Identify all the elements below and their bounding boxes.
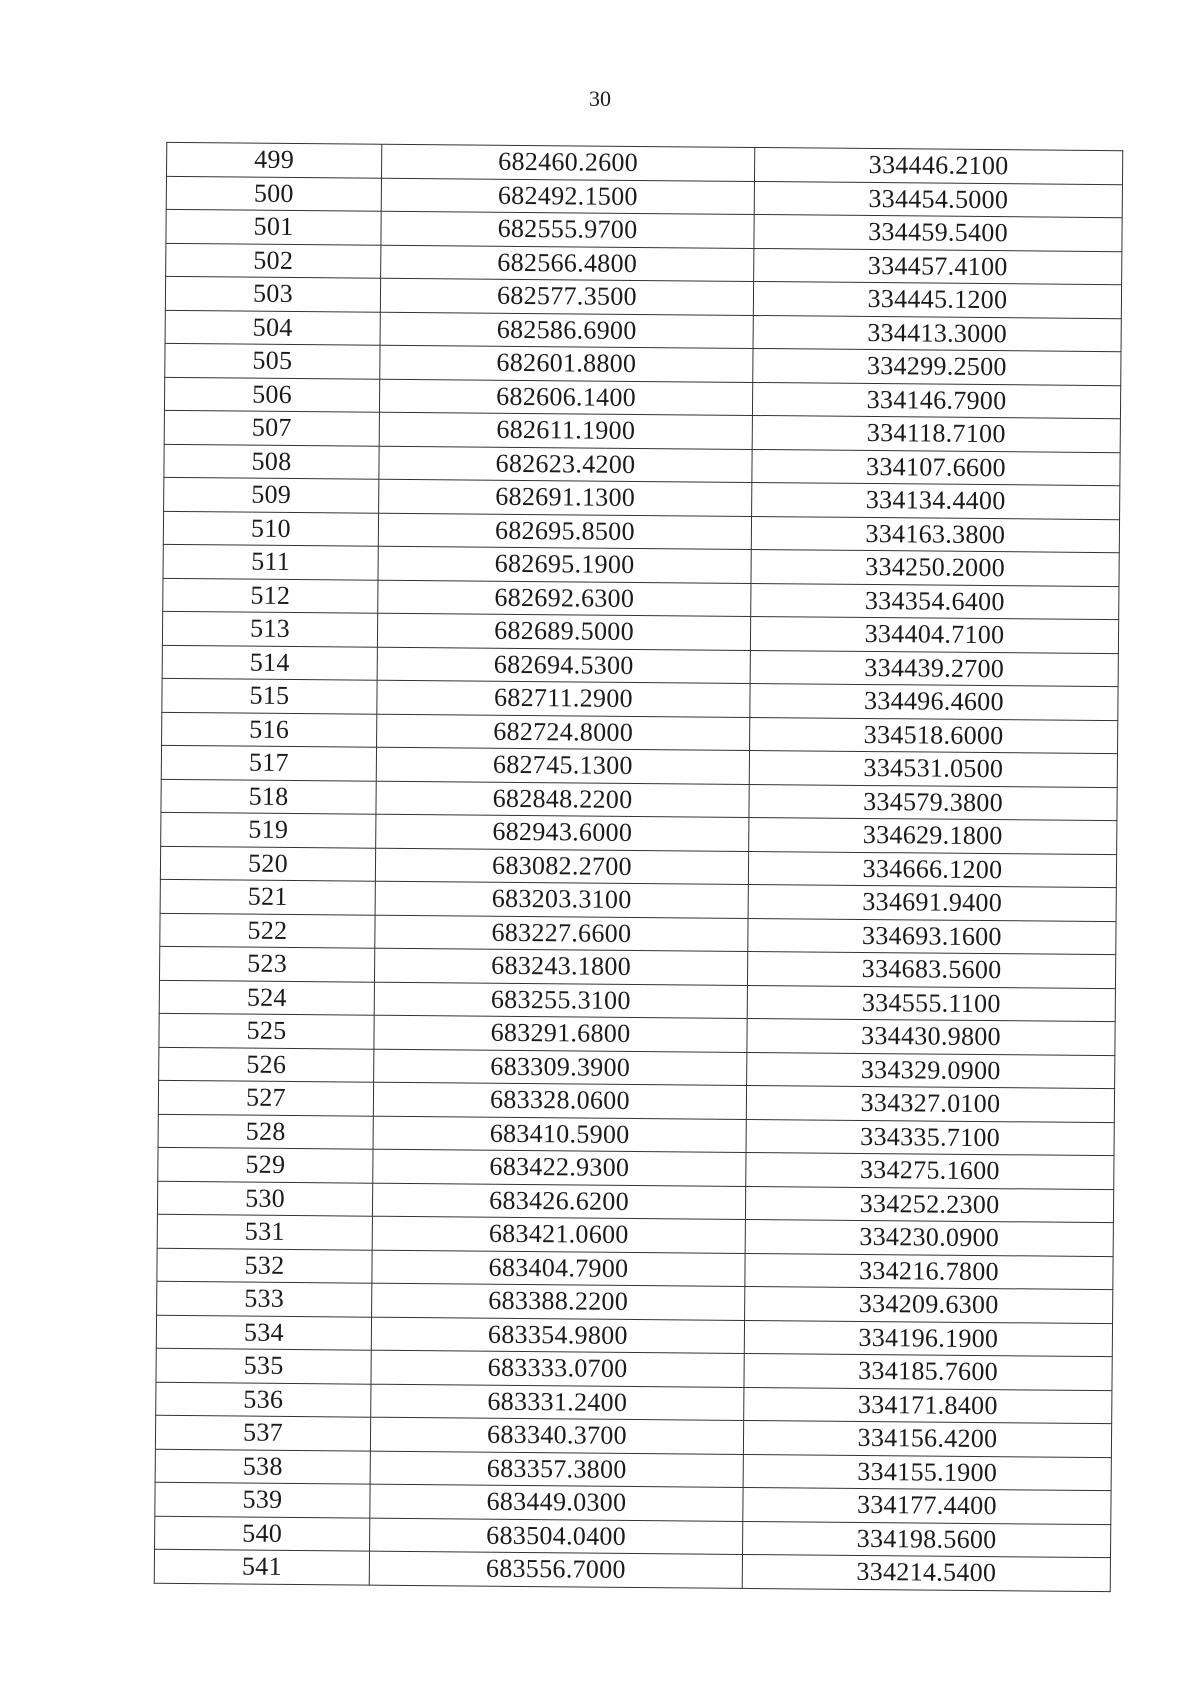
point-number-cell: 529	[158, 1147, 373, 1182]
y-coordinate-cell: 334531.0500	[749, 750, 1117, 787]
y-coordinate-cell: 334454.5000	[754, 181, 1122, 218]
point-number-cell: 520	[160, 846, 375, 881]
x-coordinate-cell: 683421.0600	[372, 1216, 745, 1253]
y-coordinate-cell: 334146.7900	[752, 382, 1120, 419]
point-number-cell: 501	[166, 209, 381, 244]
x-coordinate-cell: 683388.2200	[372, 1283, 745, 1320]
point-number-cell: 504	[165, 310, 380, 345]
point-number-cell: 510	[163, 511, 378, 546]
y-coordinate-cell: 334198.5600	[743, 1521, 1111, 1558]
y-coordinate-cell: 334252.2300	[745, 1186, 1113, 1223]
point-number-cell: 514	[162, 645, 377, 680]
x-coordinate-cell: 683333.0700	[371, 1350, 744, 1387]
x-coordinate-cell: 682694.5300	[377, 647, 750, 684]
point-number-cell: 519	[161, 812, 376, 847]
point-number-cell: 541	[154, 1549, 369, 1584]
x-coordinate-cell: 682695.8500	[378, 513, 751, 550]
x-coordinate-cell: 683340.3700	[370, 1417, 743, 1454]
point-number-cell: 530	[157, 1181, 372, 1216]
y-coordinate-cell: 334439.2700	[750, 650, 1118, 687]
point-number-cell: 521	[160, 879, 375, 914]
x-coordinate-cell: 682460.2600	[382, 144, 755, 181]
point-number-cell: 499	[167, 142, 382, 177]
x-coordinate-cell: 682691.1300	[379, 479, 752, 516]
y-coordinate-cell: 334555.1100	[747, 985, 1115, 1022]
point-number-cell: 512	[163, 578, 378, 613]
y-coordinate-cell: 334275.1600	[746, 1152, 1114, 1189]
y-coordinate-cell: 334134.4400	[752, 482, 1120, 519]
x-coordinate-cell: 683203.3100	[375, 881, 748, 918]
y-coordinate-cell: 334216.7800	[745, 1253, 1113, 1290]
y-coordinate-cell: 334171.8400	[744, 1387, 1112, 1424]
point-number-cell: 516	[162, 712, 377, 747]
point-number-cell: 537	[155, 1415, 370, 1450]
x-coordinate-cell: 682711.2900	[377, 680, 750, 717]
point-number-cell: 515	[162, 678, 377, 713]
point-number-cell: 526	[159, 1047, 374, 1082]
coordinate-table	[154, 142, 1124, 1592]
x-coordinate-cell: 683243.1800	[374, 948, 747, 985]
x-coordinate-cell: 682601.8800	[380, 345, 753, 382]
x-coordinate-cell: 683449.0300	[370, 1484, 743, 1521]
point-number-cell: 503	[165, 276, 380, 311]
point-number-cell: 505	[165, 343, 380, 378]
point-number-cell: 523	[159, 946, 374, 981]
y-coordinate-cell: 334329.0900	[747, 1052, 1115, 1089]
y-coordinate-cell: 334413.3000	[753, 315, 1121, 352]
y-coordinate-cell: 334354.6400	[751, 583, 1119, 620]
x-coordinate-cell: 682943.6000	[376, 814, 749, 851]
point-number-cell: 524	[159, 980, 374, 1015]
point-number-cell: 527	[158, 1080, 373, 1115]
x-coordinate-cell: 682577.3500	[380, 278, 753, 315]
y-coordinate-cell: 334496.4600	[750, 683, 1118, 720]
page-number: 30	[589, 86, 611, 111]
y-coordinate-cell: 334445.1200	[753, 281, 1121, 318]
x-coordinate-cell: 683556.7000	[369, 1551, 742, 1588]
x-coordinate-cell: 683227.6600	[375, 915, 748, 952]
y-coordinate-cell: 334177.4400	[743, 1487, 1111, 1524]
x-coordinate-cell: 682555.9700	[381, 211, 754, 248]
point-number-cell: 539	[155, 1482, 370, 1517]
y-coordinate-cell: 334185.7600	[744, 1353, 1112, 1390]
point-number-cell: 507	[164, 410, 379, 445]
point-number-cell: 513	[162, 611, 377, 646]
x-coordinate-cell: 682724.8000	[377, 714, 750, 751]
y-coordinate-cell: 334163.3800	[751, 516, 1119, 553]
x-coordinate-cell: 682566.4800	[381, 245, 754, 282]
point-number-cell: 506	[164, 377, 379, 412]
point-number-cell: 534	[156, 1315, 371, 1350]
y-coordinate-cell: 334156.4200	[743, 1420, 1111, 1457]
y-coordinate-cell: 334518.6000	[750, 717, 1118, 754]
point-number-cell: 531	[157, 1214, 372, 1249]
point-number-cell: 522	[160, 913, 375, 948]
point-number-cell: 502	[166, 243, 381, 278]
point-number-cell: 508	[164, 444, 379, 479]
y-coordinate-cell: 334155.1900	[743, 1454, 1111, 1491]
y-coordinate-cell: 334629.1800	[749, 817, 1117, 854]
x-coordinate-cell: 682606.1400	[379, 379, 752, 416]
y-coordinate-cell: 334430.9800	[747, 1018, 1115, 1055]
x-coordinate-cell: 683291.6800	[374, 1015, 747, 1052]
x-coordinate-cell: 682611.1900	[379, 412, 752, 449]
x-coordinate-cell: 683331.2400	[371, 1384, 744, 1421]
x-coordinate-cell: 683422.9300	[373, 1149, 746, 1186]
y-coordinate-cell: 334459.5400	[754, 214, 1122, 251]
point-number-cell: 528	[158, 1114, 373, 1149]
point-number-cell: 538	[155, 1449, 370, 1484]
point-number-cell: 533	[157, 1281, 372, 1316]
x-coordinate-cell: 683082.2700	[375, 848, 748, 885]
y-coordinate-cell: 334683.5600	[747, 951, 1115, 988]
point-number-cell: 535	[156, 1348, 371, 1383]
y-coordinate-cell: 334335.7100	[746, 1119, 1114, 1156]
x-coordinate-cell: 683426.6200	[372, 1183, 745, 1220]
y-coordinate-cell: 334693.1600	[748, 918, 1116, 955]
x-coordinate-cell: 683357.3800	[370, 1451, 743, 1488]
x-coordinate-cell: 683504.0400	[370, 1518, 743, 1555]
y-coordinate-cell: 334327.0100	[746, 1085, 1114, 1122]
point-number-cell: 536	[156, 1382, 371, 1417]
y-coordinate-cell: 334250.2000	[751, 549, 1119, 586]
y-coordinate-cell: 334457.4100	[754, 248, 1122, 285]
x-coordinate-cell: 682689.5000	[377, 613, 750, 650]
x-coordinate-cell: 683410.5900	[373, 1116, 746, 1153]
x-coordinate-cell: 682745.1300	[376, 747, 749, 784]
y-coordinate-cell: 334404.7100	[750, 616, 1118, 653]
x-coordinate-cell: 682586.6900	[380, 312, 753, 349]
x-coordinate-cell: 682492.1500	[381, 178, 754, 215]
y-coordinate-cell: 334196.1900	[744, 1320, 1112, 1357]
point-number-cell: 509	[164, 477, 379, 512]
x-coordinate-cell: 682623.4200	[379, 446, 752, 483]
table-row	[154, 1549, 1110, 1591]
y-coordinate-cell: 334666.1200	[748, 851, 1116, 888]
point-number-cell: 532	[157, 1248, 372, 1283]
point-number-cell: 518	[161, 779, 376, 814]
y-coordinate-cell: 334579.3800	[749, 784, 1117, 821]
y-coordinate-cell: 334107.6600	[752, 449, 1120, 486]
x-coordinate-cell: 683404.7900	[372, 1250, 745, 1287]
point-number-cell: 500	[166, 176, 381, 211]
point-number-cell: 540	[155, 1516, 370, 1551]
y-coordinate-cell: 334299.2500	[753, 348, 1121, 385]
x-coordinate-cell: 682848.2200	[376, 781, 749, 818]
x-coordinate-cell: 683354.9800	[371, 1317, 744, 1354]
y-coordinate-cell: 334691.9400	[748, 884, 1116, 921]
point-number-cell: 525	[159, 1013, 374, 1048]
x-coordinate-cell: 683309.3900	[374, 1049, 747, 1086]
coordinate-table-body	[154, 142, 1123, 1591]
y-coordinate-cell: 334446.2100	[754, 147, 1122, 184]
x-coordinate-cell: 683255.3100	[374, 982, 747, 1019]
y-coordinate-cell: 334118.7100	[752, 415, 1120, 452]
point-number-cell: 511	[163, 544, 378, 579]
y-coordinate-cell: 334209.6300	[745, 1286, 1113, 1323]
x-coordinate-cell: 682695.1900	[378, 546, 751, 583]
x-coordinate-cell: 683328.0600	[373, 1082, 746, 1119]
y-coordinate-cell: 334214.5400	[742, 1554, 1110, 1591]
y-coordinate-cell: 334230.0900	[745, 1219, 1113, 1256]
point-number-cell: 517	[161, 745, 376, 780]
x-coordinate-cell: 682692.6300	[378, 580, 751, 617]
